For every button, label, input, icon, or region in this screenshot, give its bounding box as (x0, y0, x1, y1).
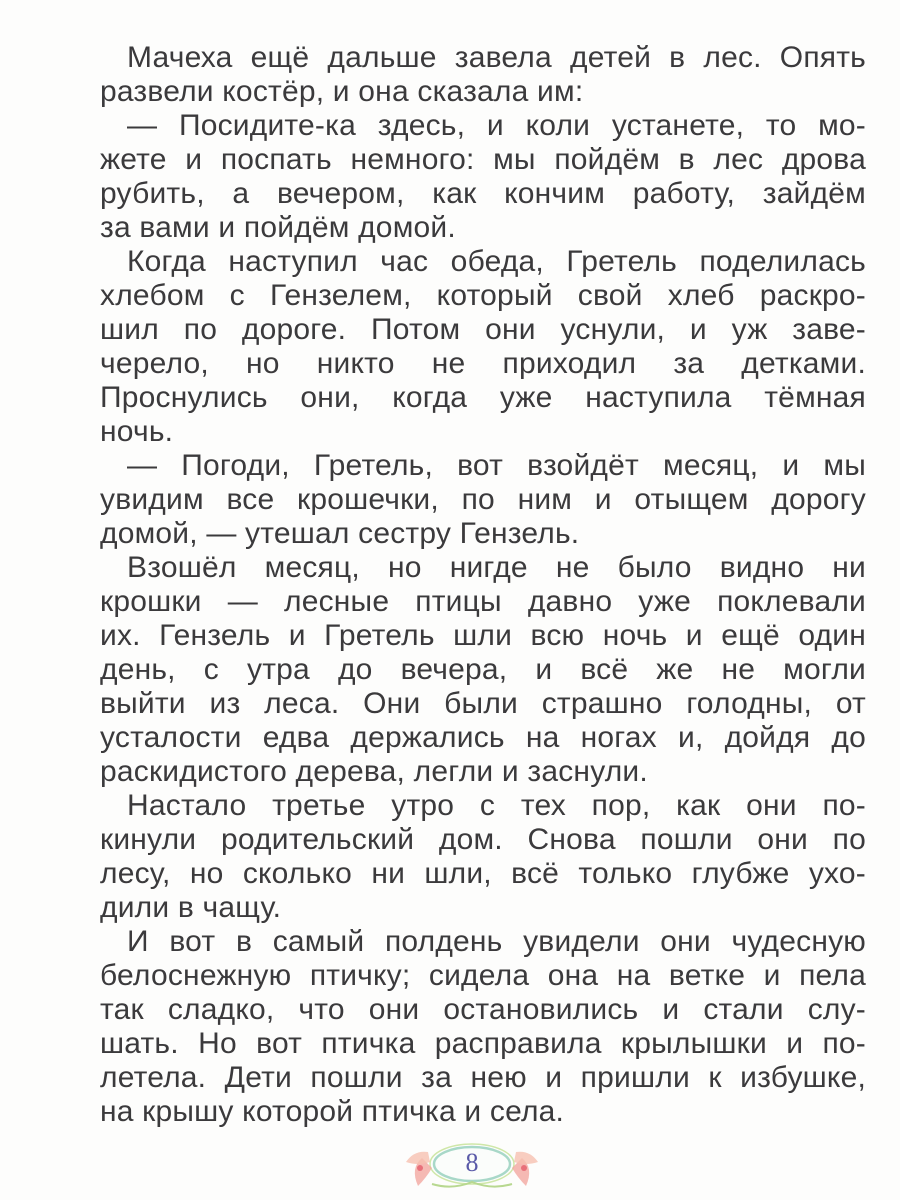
text-line: Взошёл месяц, но нигде не было видно ни (127, 551, 866, 584)
text-line: выйти из леса. Они были страшно голодны, от (100, 687, 866, 720)
text-line: крошки — лесные птицы давно уже поклевали (100, 585, 866, 618)
text-line: хлебом с Гензелем, который свой хлеб раскро- (100, 279, 866, 312)
text-line: ночь. (100, 415, 174, 448)
text-line: Когда наступил час обеда, Гретель поделилась (127, 245, 866, 278)
text-line: за вами и пойдём домой. (100, 211, 456, 244)
text-line: белоснежную птичку; сидела она на ветке и пела (100, 959, 866, 992)
page-number-ornament (392, 1138, 552, 1194)
text-line: — Погоди, Гретель, вот взойдёт месяц, и мы (127, 449, 866, 482)
text-line: так сладко, что они остановились и стали слу- (100, 993, 866, 1026)
text-line: Мачеха ещё дальше завела детей в лес. Опять (127, 41, 866, 74)
text-line: дили в чащу. (100, 891, 282, 924)
text-line: шил по дороге. Потом они уснули, и уж заве- (100, 313, 866, 346)
text-line: шать. Но вот птичка расправила крылышки и по- (100, 1027, 866, 1060)
text-line: раскидистого дерева, легли и заснули. (100, 755, 648, 788)
text-line: усталости едва держались на ногах и, дойдя до (100, 721, 866, 754)
text-line: черело, но никто не приходил за детками. (100, 347, 866, 380)
text-line: домой, — утешал сестру Гензель. (100, 517, 580, 550)
text-line: увидим все крошечки, по ним и отыщем дорогу (100, 483, 866, 516)
text-line: лесу, но сколько ни шли, всё только глубже ухо- (100, 857, 866, 890)
text-line: Проснулись они, когда уже наступила тёмная (100, 381, 866, 414)
text-line: И вот в самый полдень увидели они чудесную (127, 925, 866, 958)
text-line: их. Гензель и Гретель шли всю ночь и ещё один (100, 619, 866, 652)
text-line: на крышу которой птичка и села. (100, 1095, 565, 1128)
text-line: жете и поспать немного: мы пойдём в лес дрова (100, 143, 866, 176)
body-text (100, 41, 866, 1129)
text-line: — Посидите-ка здесь, и коли устанете, то мо- (127, 109, 866, 142)
text-line: Настало третье утро с тех пор, как они по- (127, 789, 866, 822)
text-line: кинули родительский дом. Снова пошли они по (100, 823, 866, 856)
text-line: рубить, а вечером, как кончим работу, зайдём (100, 177, 866, 210)
page-number: 8 (465, 1148, 479, 1177)
text-line: летела. Дети пошли за нею и пришли к избушке, (100, 1061, 866, 1094)
text-line: день, с утра до вечера, и всё же не могли (100, 653, 866, 686)
text-line: развели костёр, и она сказала им: (100, 75, 584, 108)
